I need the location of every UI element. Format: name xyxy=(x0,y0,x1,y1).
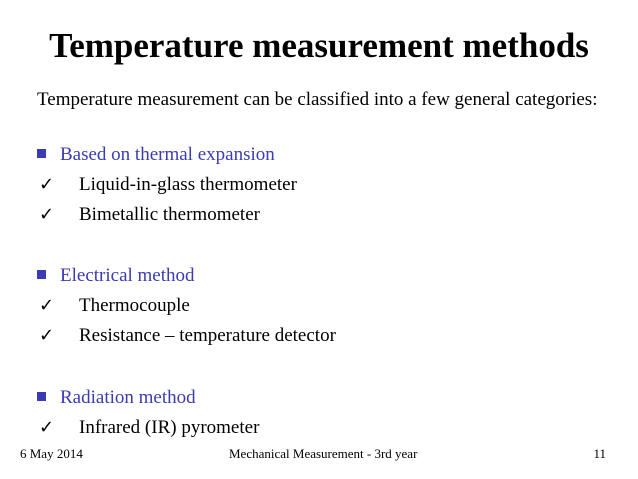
list-item-rtd xyxy=(37,324,336,348)
list-item-thermocouple xyxy=(37,294,190,318)
slide-title: Temperature measurement methods xyxy=(49,26,589,65)
list-item-label: Infrared (IR) pyrometer xyxy=(79,417,260,438)
list-item-label: Thermocouple xyxy=(79,295,190,316)
square-bullet-icon xyxy=(37,149,46,158)
section-heading-thermal-expansion xyxy=(37,143,275,167)
square-bullet-icon xyxy=(37,392,46,401)
footer-page-number: 11 xyxy=(593,446,606,461)
section-heading-label: Radiation method xyxy=(60,387,196,408)
check-icon: ✓ xyxy=(39,325,55,346)
section-heading-electrical xyxy=(37,264,195,288)
footer-date: 6 May 2014 xyxy=(20,446,83,461)
check-icon: ✓ xyxy=(39,204,55,225)
list-item-label: Resistance – temperature detector xyxy=(79,325,336,346)
square-bullet-icon xyxy=(37,270,46,279)
check-icon: ✓ xyxy=(39,174,55,195)
check-icon: ✓ xyxy=(39,417,55,438)
section-heading-radiation xyxy=(37,386,196,410)
list-item-liquid-in-glass xyxy=(37,173,297,197)
footer-course: Mechanical Measurement - 3rd year xyxy=(229,446,418,461)
list-item-bimetallic xyxy=(37,203,260,227)
list-item-ir-pyrometer xyxy=(37,416,259,440)
list-item-label: Bimetallic thermometer xyxy=(79,204,260,225)
intro-text: Temperature measurement can be classified into a few general categories: xyxy=(37,89,598,110)
section-heading-label: Based on thermal expansion xyxy=(60,144,275,165)
list-item-label: Liquid-in-glass thermometer xyxy=(79,174,297,195)
section-heading-label: Electrical method xyxy=(60,265,195,286)
check-icon: ✓ xyxy=(39,295,55,316)
